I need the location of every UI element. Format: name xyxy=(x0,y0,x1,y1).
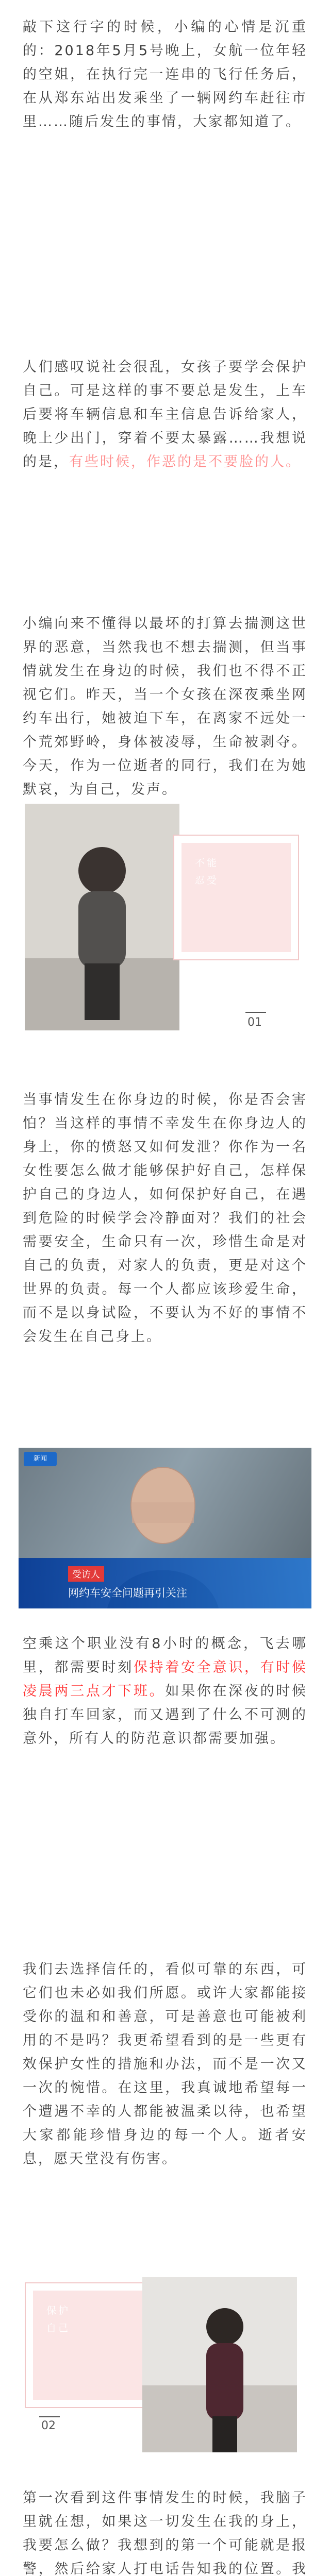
section-number-divider-2 xyxy=(39,2416,60,2417)
paragraph-2 xyxy=(23,355,307,474)
paragraph-5-text-2: 如果你在深夜的时候独自打车回家，而又遇到了什么不可测的意外，所有人的防范意识都需要加强。 xyxy=(23,1683,308,1747)
flight-attendant-illustration xyxy=(142,2277,297,2452)
paragraph-2-highlight: 有些时候，作恶的是不要脸的人。 xyxy=(69,454,301,470)
section-label-inner-2 xyxy=(33,2291,142,2400)
section-number: 01 xyxy=(248,1016,262,1029)
paragraph-6: 我们去选择信任的，看似可靠的东西，可它们也未必如我们所愿。或许大家都能接受你的温和和善意，可是善意也可能被利用的不是吗？我更希望看到的是一些更有效保护女性的措施和办法，而不是一次又一次的惋惜。在这里，我真诚地希望每一个遭遇不幸的人都能被温柔以待，也希望大家都能珍惜身边的每一个人。逝者安息，愿天堂没有伤害。 xyxy=(23,1961,307,2167)
paragraph-4: 当事情发生在你身边的时候，你是否会害怕？当这样的事情不幸发生在你身边人的身上，你的愤怒又如何发泄？你作为一名女性要怎么做才能够保护好自己，怎样保护自己的身边人，如何保护好自己，在遇到危险的时候学会冷静面对？我们的社会需要安全，生命只有一次，珍惜生命是对自己的负责，对家人的负责，更是对这个世界的负责。每一个人都应该珍爱生命，而不是以身试险，不要认为不好的事情不会发生在自己身上。 xyxy=(23,1092,307,1345)
paragraph-2-text: 人们感叹说社会很乱，女孩子要学会保护自己。可是这样的事不要总是发生，上车后要将车辆信息和车主信息告诉给家人，晚上少出门，穿着不要太暴露……我想说的是， xyxy=(23,359,307,470)
woman-photo-illustration xyxy=(25,804,179,1030)
section-keyword-4: 自己 xyxy=(46,2323,71,2334)
section-label-box-2 xyxy=(25,2282,151,2408)
news-caption-band xyxy=(19,1558,311,1608)
paragraph-5-highlight: 保持着安全意识，有时候凌晨两三点才下班。 xyxy=(23,1659,308,1699)
section-photo xyxy=(25,804,179,1030)
section-keyword-2: 忍受 xyxy=(195,875,219,886)
section-number-divider xyxy=(245,1012,266,1013)
section-keyword-3: 保护 xyxy=(46,2305,71,2316)
paragraph-7: 第一次看到这件事情发生的时候，我脑子里就在想，如果这一切发生在我的身上，我要怎么做？我想到的第一个可能就是报警，然后给家人打电话告知我的位置。我 xyxy=(23,2490,307,2576)
section-card-01 xyxy=(19,804,311,1065)
section-label-inner xyxy=(182,843,291,952)
section-photo-2 xyxy=(142,2277,297,2452)
news-screenshot xyxy=(19,1448,311,1608)
section-keyword-1: 不能 xyxy=(195,857,219,869)
section-label-box xyxy=(173,835,299,960)
news-name-tag: 受访人 xyxy=(68,1566,104,1582)
news-channel-logo: 新闻 xyxy=(24,1452,57,1466)
paragraph-intro: 敲下这行字的时候，小编的心情是沉重的：2018年5月5号晚上，女航一位年轻的空姐，在执行完一连串的飞行任务后，在从郑东站出发乘坐了一辆网约车赶往市里……随后发生的事情，大家都知道了。 xyxy=(23,19,307,130)
news-caption-text: 网约车安全问题再引关注 xyxy=(68,1587,187,1599)
paragraph-5-text: 空乘这个职业没有8小时的概念，飞去哪里，都需要时刻 xyxy=(23,1636,307,1675)
paragraph-5 xyxy=(23,1632,307,1751)
section-number-2: 02 xyxy=(41,2419,56,2432)
paragraph-3: 小编向来不懂得以最坏的打算去揣测这世界的恶意，当然我也不想去揣测，但当事情就发生在身边的时候，我们也不得不正视它们。昨天，当一个女孩在深夜乘坐网约车出行，她被迫下车，在离家不远处一个荒郊野岭，身体被凌辱，生命被剥夺。今天，作为一位逝者的同行，我们在为她默哀，为自己，发声。 xyxy=(23,616,307,798)
